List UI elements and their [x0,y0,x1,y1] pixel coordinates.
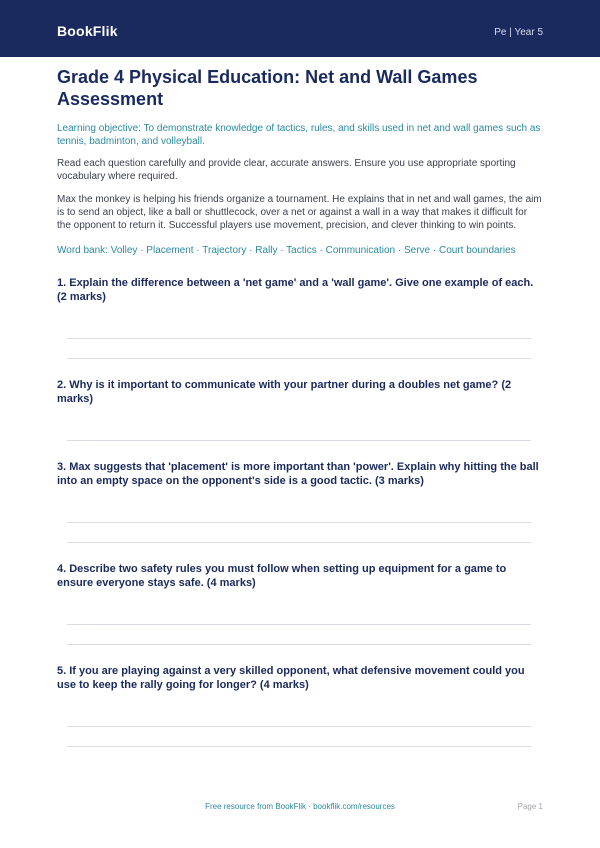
question-4: 4. Describe two safety rules you must follow when setting up equipment for a game to ensure everyone stays safe. (4 marks) [57,563,507,589]
instructions-text: Read each question carefully and provide clear, accurate answers. Ensure you use appropriate sporting vocabulary where required. [57,158,516,182]
answer-line[interactable] [67,726,531,727]
answer-line[interactable] [67,746,531,747]
answer-line[interactable] [67,644,531,645]
word-bank: Word bank: Volley · Placement · Trajectory · Rally · Tactics · Communication · Serve · Court boundaries [57,245,516,256]
question-5: 5. If you are playing against a very skilled opponent, what defensive movement could you use to keep the rally going for longer? (4 marks) [57,665,525,691]
page-title: Grade 4 Physical Education: Net and Wall Games Assessment [57,67,478,109]
answer-line[interactable] [67,358,531,359]
question-2: 2. Why is it important to communicate with your partner during a doubles net game? (2 marks) [57,379,512,405]
question-1: 1. Explain the difference between a 'net game' and a 'wall game'. Give one example of each. (2 marks) [57,277,534,303]
answer-line[interactable] [67,522,531,523]
question-3: 3. Max suggests that 'placement' is more important than 'power'. Explain why hitting the ball into an empty space on the opponent's side is a good tactic. (3 marks) [57,461,539,487]
header-bar [0,0,600,57]
page-number: Page 1 [517,802,543,811]
footer-source-link[interactable]: Free resource from BookFlik · bookflik.com/resources [205,802,395,811]
answer-line[interactable] [67,338,531,339]
answer-line[interactable] [67,542,531,543]
intro-paragraph: Max the monkey is helping his friends organize a tournament. He explains that in net and wall games, the aim is to send an object, like a ball or shuttlecock, over a net or against a wall in a way that makes it difficult for the opponent to return it. Successful players use movement, precision, and clever thinking to win points. [57,194,542,231]
learning-objective: Learning objective: To demonstrate knowledge of tactics, rules, and skills used in net and wall games such as tennis, badminton, and volleyball. [57,123,541,147]
brand-logo-text[interactable]: BookFlik [57,23,118,39]
answer-line[interactable] [67,624,531,625]
answer-line[interactable] [67,440,531,441]
subject-year-label: Pe | Year 5 [494,27,543,38]
